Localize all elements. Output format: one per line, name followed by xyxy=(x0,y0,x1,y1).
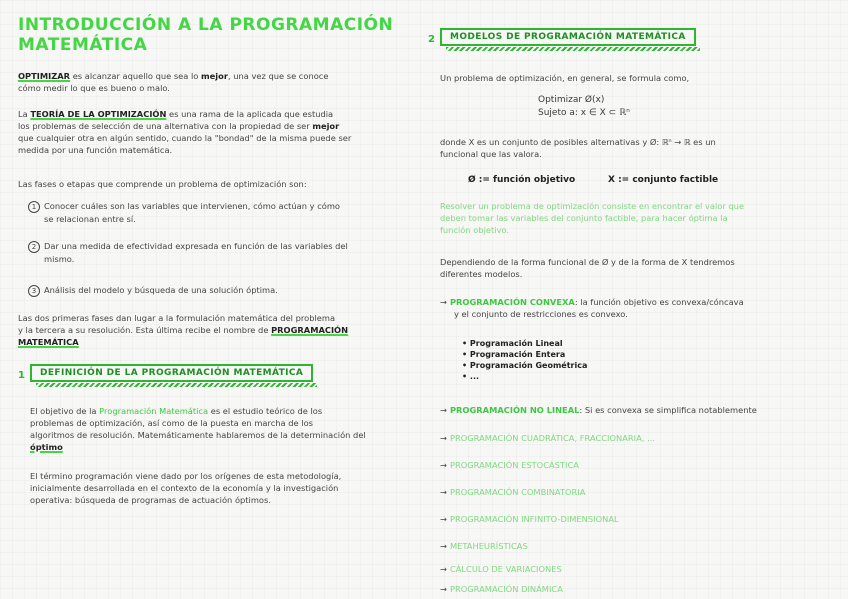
model-infinito: PROGRAMACIÓN INFINITO-DIMENSIONAL xyxy=(449,514,619,524)
fase-2 xyxy=(28,240,418,265)
bullet-item: • Programación Entera xyxy=(462,350,566,359)
bullet-entera: Programación Entera xyxy=(469,350,566,359)
fase-1-line1: Conocer cuáles son las variables que intervienen, cómo actúan y cómo xyxy=(44,201,340,211)
donde-line1: donde X es un conjunto de posibles alternativas y Ø: ℝⁿ → ℝ es un xyxy=(440,137,716,147)
optimizar-line2: cómo medir lo que es bueno o malo. xyxy=(18,83,170,93)
page-title-line1: INTRODUCCIÓN A LA PROGRAMACIÓN xyxy=(18,15,394,35)
optimizar-text-a: es alcanzar aquello que sea lo xyxy=(72,71,199,81)
formula-sujeto: Sujeto a: x ∈ X ⊂ ℝⁿ xyxy=(538,108,630,118)
teoria-paragraph xyxy=(18,108,418,156)
arrow-icon: → xyxy=(440,541,447,551)
donde-line2: funcional que las valora. xyxy=(440,149,542,159)
teoria-term: TEORÍA DE LA OPTIMIZACIÓN xyxy=(30,109,167,119)
fase-2-number: 2 xyxy=(28,241,40,253)
nolineal-item xyxy=(440,404,840,416)
bullet-item: • Programación Geométrica xyxy=(462,361,588,370)
definicion-paragraph xyxy=(30,405,418,453)
model-variaciones: CÁLCULO DE VARIACIONES xyxy=(449,564,562,574)
fase-3 xyxy=(28,284,418,297)
convexa-bullets xyxy=(462,338,587,382)
dep-line1: Dependiendo de la forma funcional de Ø y de la forma de X tendremos xyxy=(440,257,735,267)
fase-2-line1: Dar una medida de efectividad expresada en función de las variables del xyxy=(44,241,348,251)
fase-1 xyxy=(28,200,418,225)
dos-fases-paragraph xyxy=(18,312,418,348)
convexa-item xyxy=(440,296,840,320)
formula-optimizar: Optimizar Ø(x) xyxy=(538,95,605,105)
dos-line2: y la tercera a su resolución. Esta última recibe el nombre de xyxy=(18,325,269,335)
model-estocastica: PROGRAMACIÓN ESTOCÁSTICA xyxy=(449,460,579,470)
fase-1-line2: se relacionan entre sí. xyxy=(44,213,136,224)
def-green-term: Programación Matemática xyxy=(99,406,209,416)
formula-intro: Un problema de optimización, en general, se formula como, xyxy=(440,73,690,83)
fase-3-line1: Análisis del modelo y búsqueda de una solución óptima. xyxy=(44,285,278,295)
fases-intro: Las fases o etapas que comprende un problema de optimización son: xyxy=(18,179,307,189)
dependiendo-paragraph xyxy=(440,256,840,280)
resolver-paragraph xyxy=(440,200,840,236)
bullet-geometrica: Programación Geométrica xyxy=(469,361,588,370)
def-optimo: óptimo xyxy=(30,442,63,452)
optimizar-mejor: mejor xyxy=(201,71,228,81)
arrow-icon: → xyxy=(440,460,447,470)
fase-1-number: 1 xyxy=(28,201,40,213)
arrow-icon: → xyxy=(440,514,447,524)
nolineal-label: PROGRAMACIÓN NO LINEAL xyxy=(449,405,580,415)
optimizar-term: OPTIMIZAR xyxy=(18,71,71,81)
fase-2-line2: mismo. xyxy=(44,253,75,264)
def-text-a: El objetivo de la xyxy=(30,406,97,416)
programacion-term: PROGRAMACIÓN xyxy=(271,325,349,335)
dos-line1: Las dos primeras fases dan lugar a la formulación matemática del problema xyxy=(18,313,336,323)
arrow-icon: → xyxy=(440,297,447,307)
convexa-text: : la función objetivo es convexa/cóncava xyxy=(574,297,744,307)
nolineal-text: : Si es convexa se simplifica notablemente xyxy=(579,405,757,415)
bullet-lineal: Programación Lineal xyxy=(469,339,563,348)
arrow-icon: → xyxy=(440,405,447,415)
def-phi: Ø := función objetivo xyxy=(468,175,576,185)
convexa-line2: y el conjunto de restricciones es convexo. xyxy=(454,309,628,319)
optimizar-text-b: , una vez que se conoce xyxy=(227,71,329,81)
section-1-number: 1 xyxy=(18,370,25,381)
arrow-icon: → xyxy=(440,433,447,443)
teoria-text-b: es una rama de la aplicada que estudia xyxy=(169,109,334,119)
bullet-item: • ... xyxy=(462,372,480,381)
model-dinamica: PROGRAMACIÓN DINÁMICA xyxy=(449,584,563,594)
section-1-title: DEFINICIÓN DE LA PROGRAMACIÓN MATEMÁTICA xyxy=(30,364,313,382)
model-item xyxy=(440,540,528,552)
matematica-term: MATEMÁTICA xyxy=(18,337,79,347)
def-line3: algoritmos de resolución. Matemáticamente hablaremos de la determinación del xyxy=(30,430,366,440)
model-item xyxy=(440,459,579,471)
teoria-line3: que cualquier otra en algún sentido, cuando la "bondad" de la misma puede ser xyxy=(18,133,352,143)
model-item xyxy=(440,486,585,498)
def-text-b: es el estudio teórico de los xyxy=(210,406,323,416)
resolver-line1: Resolver un problema de optimización consiste en encontrar el valor que xyxy=(440,201,745,211)
resolver-line2: deben tomar las variables del conjunto factible, para hacer óptima la xyxy=(440,213,728,223)
bullet-item: • Programación Lineal xyxy=(462,339,563,348)
teoria-line2: los problemas de selección de una alternativa con la propiedad de ser xyxy=(18,121,310,131)
model-combinatoria: PROGRAMACIÓN COMBINATORIA xyxy=(449,487,586,497)
resolver-line3: función objetivo. xyxy=(440,225,510,235)
def-x: X := conjunto factible xyxy=(608,175,719,185)
teoria-text-a: La xyxy=(18,109,28,119)
section-2-title: MODELOS DE PROGRAMACIÓN MATEMÁTICA xyxy=(440,28,696,46)
bullet-ellipsis: ... xyxy=(469,372,480,381)
teoria-mejor: mejor xyxy=(312,121,340,131)
model-item xyxy=(440,583,563,595)
fase-3-number: 3 xyxy=(28,285,40,297)
arrow-icon: → xyxy=(440,487,447,497)
term-line3: operativa: búsqueda de programas de actuación óptimos. xyxy=(30,495,271,505)
term-line2: inicialmente desarrollada en el contexto de la economía y la investigación xyxy=(30,483,339,493)
model-metaheuristicas: METAHEURÍSTICAS xyxy=(449,541,528,551)
section-2-number: 2 xyxy=(428,34,435,45)
model-cuadratica: PROGRAMACIÓN CUADRÁTICA, FRACCIONARIA, ... xyxy=(449,433,655,443)
model-item xyxy=(440,432,655,444)
page-title-line2: MATEMÁTICA xyxy=(18,35,148,55)
convexa-label: PROGRAMACIÓN CONVEXA xyxy=(449,297,575,307)
dep-line2: diferentes modelos. xyxy=(440,269,523,279)
optimizar-paragraph xyxy=(18,70,418,94)
model-item xyxy=(440,513,619,525)
def-line2: problemas de optimización, así como de la puesta en marcha de los xyxy=(30,418,313,428)
model-item xyxy=(440,563,562,575)
teoria-line4: medida por una función matemática. xyxy=(18,145,173,155)
arrow-icon: → xyxy=(440,584,447,594)
term-line1: El término programación viene dado por los orígenes de esta metodología, xyxy=(30,471,342,481)
arrow-icon: → xyxy=(440,564,447,574)
donde-paragraph xyxy=(440,136,840,160)
termino-paragraph xyxy=(30,470,418,506)
